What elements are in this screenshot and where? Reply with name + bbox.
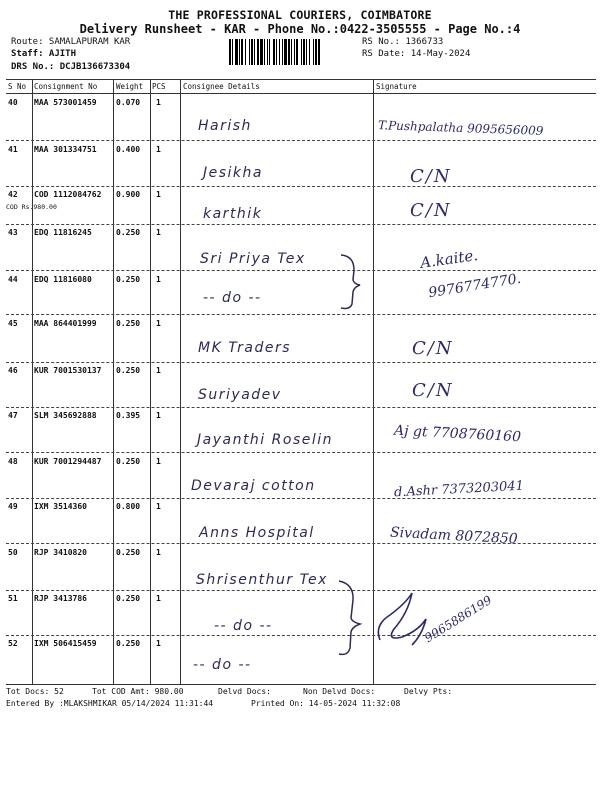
company-title: THE PROFESSIONAL COURIERS, COIMBATORE bbox=[168, 8, 432, 22]
consignee-handwriting: -- do -- bbox=[203, 290, 262, 306]
consignment-number: KUR 7001530137 bbox=[34, 366, 102, 375]
cod-amount: COD Rs.980.00 bbox=[6, 203, 57, 211]
weight-value: 0.250 bbox=[116, 594, 141, 603]
row-separator bbox=[6, 362, 596, 363]
barcode-bar bbox=[296, 39, 298, 65]
serial-number: 51 bbox=[8, 594, 18, 603]
pcs-value: 1 bbox=[156, 411, 161, 420]
col-consignment: Consignment No bbox=[34, 82, 98, 91]
barcode-bar bbox=[239, 39, 240, 65]
barcode-bar bbox=[249, 39, 250, 65]
signature-handwriting: C/N bbox=[412, 338, 454, 359]
pcs-value: 1 bbox=[156, 639, 161, 648]
consignee-handwriting: karthik bbox=[203, 206, 263, 222]
serial-number: 48 bbox=[8, 457, 18, 466]
weight-value: 0.250 bbox=[116, 366, 141, 375]
barcode-bar bbox=[229, 39, 231, 65]
consignment-number: IXM 506415459 bbox=[34, 639, 97, 648]
barcode-bar bbox=[267, 39, 268, 65]
weight-value: 0.250 bbox=[116, 457, 141, 466]
col-pcs: PCS bbox=[152, 82, 166, 91]
pcs-value: 1 bbox=[156, 145, 161, 154]
barcode-bar bbox=[264, 39, 265, 65]
barcode-bar bbox=[306, 39, 307, 65]
signature-handwriting: 9965886199 bbox=[422, 592, 495, 646]
consignee-handwriting: Shrisenthur Tex bbox=[196, 572, 328, 588]
consignment-number: MAA 301334751 bbox=[34, 145, 97, 154]
barcode-bar bbox=[288, 39, 290, 65]
consignment-number: RJP 3413786 bbox=[34, 594, 87, 603]
col-divider bbox=[113, 79, 114, 684]
table-header-border bbox=[6, 93, 596, 94]
consignee-handwriting: Anns Hospital bbox=[199, 525, 315, 541]
serial-number: 42 bbox=[8, 190, 18, 199]
barcode-bar bbox=[318, 39, 320, 65]
consignment-number: EDQ 11816080 bbox=[34, 275, 92, 284]
total-docs: Tot Docs: 52 bbox=[6, 687, 64, 696]
pcs-value: 1 bbox=[156, 366, 161, 375]
barcode-bar bbox=[257, 39, 259, 65]
staff-label: Staff: AJITH bbox=[11, 49, 77, 59]
row-separator bbox=[6, 270, 596, 271]
pcs-value: 1 bbox=[156, 275, 161, 284]
rs-number: RS No.: 1366733 bbox=[362, 37, 444, 47]
weight-value: 0.900 bbox=[116, 190, 141, 199]
signature-scribble bbox=[372, 585, 432, 655]
signature-handwriting: A.kaite. bbox=[419, 246, 480, 272]
row-separator bbox=[6, 452, 596, 453]
col-weight: Weight bbox=[116, 82, 144, 91]
delivered-docs: Delvd Docs: bbox=[218, 687, 271, 696]
consignee-handwriting: -- do -- bbox=[193, 657, 252, 673]
serial-number: 40 bbox=[8, 98, 18, 107]
serial-number: 41 bbox=[8, 145, 18, 154]
consignment-number: RJP 3410820 bbox=[34, 548, 87, 557]
pcs-value: 1 bbox=[156, 190, 161, 199]
consignee-handwriting: Harish bbox=[198, 118, 252, 134]
barcode-bar bbox=[276, 39, 277, 65]
row-separator bbox=[6, 186, 596, 187]
col-consignee: Consignee Details bbox=[183, 82, 260, 91]
row-separator bbox=[6, 590, 596, 591]
weight-value: 0.250 bbox=[116, 275, 141, 284]
entered-by: Entered By :MLAKSHMIKAR 05/14/2024 11:31:44 bbox=[6, 699, 214, 708]
bracket-mark bbox=[338, 252, 363, 312]
consignment-number: KUR 7001294487 bbox=[34, 457, 102, 466]
serial-number: 49 bbox=[8, 502, 18, 511]
rs-date: RS Date: 14-May-2024 bbox=[362, 49, 471, 59]
serial-number: 43 bbox=[8, 228, 18, 237]
row-separator bbox=[6, 314, 596, 315]
signature-handwriting: C/N bbox=[410, 200, 452, 221]
consignment-number: MAA 864401999 bbox=[34, 319, 97, 328]
consignee-handwriting: Sri Priya Tex bbox=[200, 251, 306, 267]
table-bottom-border bbox=[6, 684, 596, 685]
barcode-bar bbox=[313, 39, 314, 65]
consignment-number: SLM 345692888 bbox=[34, 411, 97, 420]
barcode-bar bbox=[241, 39, 243, 65]
serial-number: 47 bbox=[8, 411, 18, 420]
row-separator bbox=[6, 498, 596, 499]
barcode-bar bbox=[309, 39, 310, 65]
col-divider bbox=[180, 79, 181, 684]
barcode-bar bbox=[232, 39, 233, 65]
barcode bbox=[229, 39, 354, 65]
pcs-value: 1 bbox=[156, 319, 161, 328]
col-sno: S No bbox=[8, 82, 27, 91]
barcode-bar bbox=[235, 39, 238, 65]
runsheet-title: Delivery Runsheet - KAR - Phone No.:0422-3505555 - Page No.:4 bbox=[79, 22, 521, 36]
barcode-bar bbox=[294, 39, 295, 65]
serial-number: 52 bbox=[8, 639, 18, 648]
total-cod: Tot COD Amt: 980.00 bbox=[92, 687, 184, 696]
weight-value: 0.250 bbox=[116, 319, 141, 328]
printed-on: Printed On: 14-05-2024 11:32:08 bbox=[251, 699, 401, 708]
row-separator bbox=[6, 224, 596, 225]
barcode-bar bbox=[269, 39, 270, 65]
serial-number: 46 bbox=[8, 366, 18, 375]
barcode-bar bbox=[251, 39, 253, 65]
barcode-bar bbox=[245, 39, 246, 65]
signature-handwriting: 9976774770. bbox=[427, 270, 523, 302]
consignee-handwriting: MK Traders bbox=[198, 340, 292, 356]
signature-handwriting: d.Ashr 7373203041 bbox=[393, 478, 525, 501]
signature-handwriting: T.Pushpalatha 9095656009 bbox=[377, 118, 544, 138]
barcode-bar bbox=[273, 39, 275, 65]
weight-value: 0.250 bbox=[116, 639, 141, 648]
barcode-bar bbox=[301, 39, 302, 65]
barcode-bar bbox=[284, 39, 287, 65]
barcode-bar bbox=[303, 39, 305, 65]
pcs-value: 1 bbox=[156, 457, 161, 466]
non-delivered-docs: Non Delvd Docs: bbox=[303, 687, 376, 696]
pcs-value: 1 bbox=[156, 228, 161, 237]
signature-handwriting: C/N bbox=[412, 380, 454, 401]
row-separator bbox=[6, 407, 596, 408]
col-signature: Signature bbox=[376, 82, 417, 91]
barcode-bar bbox=[291, 39, 292, 65]
pcs-value: 1 bbox=[156, 594, 161, 603]
drs-label: DRS No.: DCJB136673304 bbox=[11, 62, 131, 72]
pcs-value: 1 bbox=[156, 502, 161, 511]
barcode-bar bbox=[260, 39, 263, 65]
consignee-handwriting: Devaraj cotton bbox=[191, 478, 316, 494]
pcs-value: 1 bbox=[156, 98, 161, 107]
col-divider bbox=[32, 79, 33, 684]
consignee-handwriting: Jesikha bbox=[203, 165, 263, 181]
pcs-value: 1 bbox=[156, 548, 161, 557]
barcode-bar bbox=[282, 39, 283, 65]
serial-number: 50 bbox=[8, 548, 18, 557]
table-header bbox=[6, 79, 596, 93]
barcode-bar bbox=[315, 39, 317, 65]
route-label: Route: SAMALAPURAM KAR bbox=[11, 37, 131, 47]
weight-value: 0.250 bbox=[116, 548, 141, 557]
barcode-bar bbox=[279, 39, 280, 65]
bracket-mark bbox=[336, 578, 364, 658]
delivery-points: Delvy Pts: bbox=[404, 687, 453, 696]
row-separator bbox=[6, 635, 596, 636]
serial-number: 44 bbox=[8, 275, 18, 284]
consignment-number: EDQ 11816245 bbox=[34, 228, 92, 237]
signature-handwriting: Aj gt 7708760160 bbox=[393, 422, 522, 446]
weight-value: 0.250 bbox=[116, 228, 141, 237]
col-divider bbox=[150, 79, 151, 684]
consignee-handwriting: -- do -- bbox=[214, 618, 273, 634]
weight-value: 0.800 bbox=[116, 502, 141, 511]
consignment-number: COD 1112084762 bbox=[34, 190, 102, 199]
consignment-number: IXM 3514360 bbox=[34, 502, 87, 511]
consignee-handwriting: Jayanthi Roselin bbox=[197, 432, 333, 448]
row-separator bbox=[6, 140, 596, 141]
consignee-handwriting: Suriyadev bbox=[198, 387, 282, 403]
serial-number: 45 bbox=[8, 319, 18, 328]
weight-value: 0.070 bbox=[116, 98, 141, 107]
weight-value: 0.395 bbox=[116, 411, 141, 420]
signature-handwriting: Sivadam 8072850 bbox=[389, 524, 519, 548]
weight-value: 0.400 bbox=[116, 145, 141, 154]
barcode-bar bbox=[254, 39, 255, 65]
signature-handwriting: C/N bbox=[410, 166, 452, 187]
consignment-number: MAA 573001459 bbox=[34, 98, 97, 107]
